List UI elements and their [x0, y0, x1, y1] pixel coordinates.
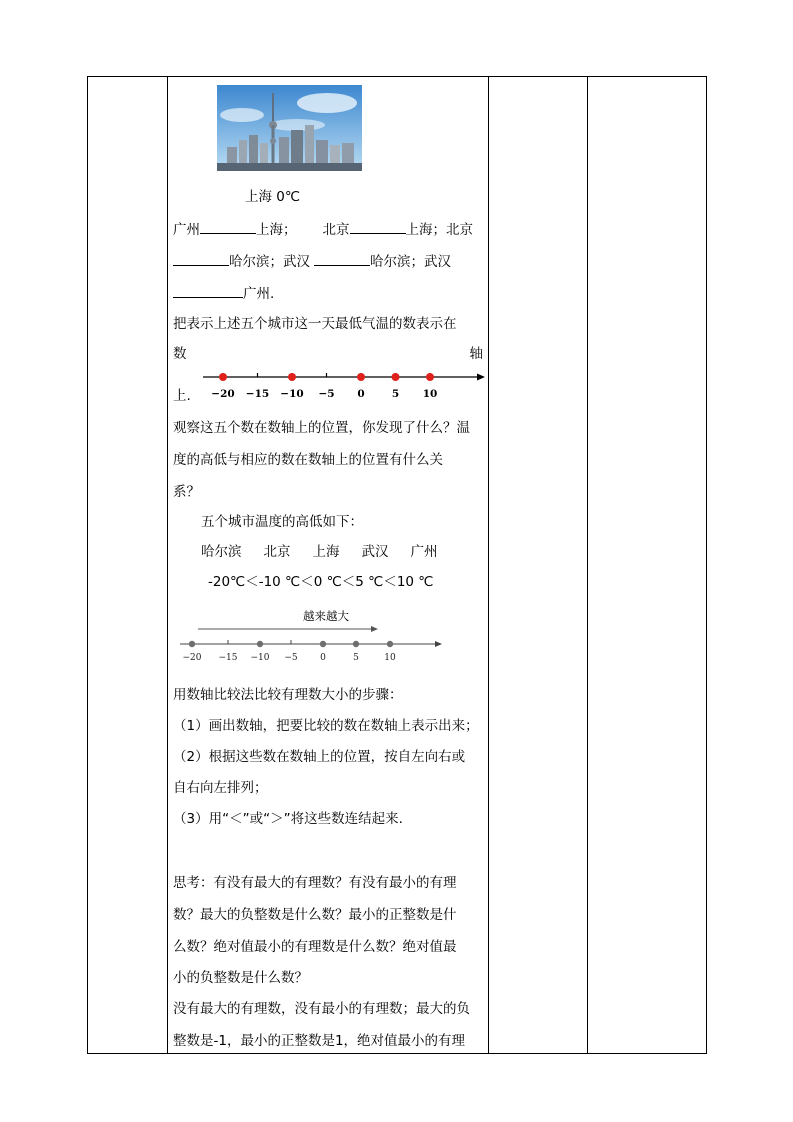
- axis1-tick-label: 0: [357, 388, 365, 400]
- table-col-line: [706, 76, 707, 1054]
- axis2-tick-label: −10: [250, 653, 270, 663]
- axis1-tick-label: −20: [211, 388, 235, 400]
- answer-blank[interactable]: [200, 219, 256, 234]
- axis2-point: [257, 641, 263, 647]
- step-line: 自右向左排列；: [173, 780, 268, 796]
- axis1-point: [392, 373, 400, 381]
- axis2-point: [387, 641, 393, 647]
- image-caption: 上海 0℃: [245, 189, 301, 205]
- fill-in-line-3: [173, 283, 274, 303]
- less-than: ＜: [341, 574, 356, 590]
- axis2-point: [320, 641, 326, 647]
- axis1-tick-label: 5: [391, 388, 400, 400]
- think-line: 思考：有没有最大的有理数？有没有最小的有理: [173, 875, 457, 891]
- answer-blank[interactable]: [173, 283, 243, 298]
- shanghai-skyline-image: [217, 85, 362, 171]
- question-line: 度的高低与相应的数在数轴上的位置有什么关: [173, 452, 443, 468]
- answer-blank[interactable]: [350, 219, 406, 234]
- city-name: 上海: [312, 544, 340, 560]
- axis1-point: [219, 373, 227, 381]
- step-line: （3）用“＜”或“＞”将这些数连结起来.: [173, 811, 403, 827]
- fill-in-line-2: [173, 251, 451, 271]
- think-line: 数？最大的负整数是什么数？最小的正整数是什: [173, 907, 457, 923]
- fill-text: 北京: [322, 222, 350, 238]
- temp-value: 5 ℃: [355, 574, 384, 590]
- city-row: [201, 543, 438, 561]
- step-line: （2）根据这些数在数轴上的位置，按自左向右或: [173, 749, 466, 765]
- task-justified-line: [173, 345, 483, 363]
- fill-text: 哈尔滨；武汉: [370, 254, 451, 270]
- axis2-tick-label: −15: [218, 653, 238, 663]
- city-name: 北京: [263, 544, 291, 560]
- answer-blank[interactable]: [173, 251, 229, 266]
- table-border-bottom: [87, 1053, 707, 1054]
- order-intro: 五个城市温度的高低如下：: [201, 514, 363, 530]
- city-name: 哈尔滨: [201, 544, 242, 560]
- table-col-line: [167, 76, 168, 1054]
- axis2-point: [353, 641, 359, 647]
- table-col-line: [87, 76, 88, 1054]
- think-line: 么数？绝对值最小的有理数是什么数？绝对值最: [173, 939, 457, 955]
- task-tail: 上.: [173, 388, 191, 404]
- temp-value: -10 ℃: [258, 574, 301, 590]
- fill-text: 哈尔滨；武汉: [229, 254, 310, 270]
- task-word: 轴: [469, 346, 483, 362]
- axis1-point: [426, 373, 434, 381]
- axis2-tick-label: 0: [320, 653, 326, 663]
- number-line-2: [178, 608, 448, 666]
- axis2-tick-label: −20: [182, 653, 202, 663]
- axis2-label: 越来越大: [303, 609, 349, 623]
- answer-blank[interactable]: [314, 251, 370, 266]
- table-border-top: [87, 76, 707, 77]
- think-line: 小的负整数是什么数？: [173, 970, 308, 986]
- temp-value: -20℃: [208, 574, 246, 590]
- fill-text: 上海；: [256, 222, 297, 238]
- less-than: ＜: [245, 574, 259, 590]
- task-word: 数: [173, 346, 187, 362]
- city-name: 广州: [410, 544, 438, 560]
- less-than: ＜: [383, 574, 397, 590]
- axis1-point: [357, 373, 365, 381]
- number-line-1: [201, 367, 486, 401]
- step-line: （1）画出数轴，把要比较的数在数轴上表示出来；: [173, 718, 479, 734]
- task-text: 把表示上述五个城市这一天最低气温的数表示在: [173, 316, 457, 332]
- axis1-tick-label: −10: [280, 388, 304, 400]
- temperature-order: [208, 573, 433, 591]
- axis1-tick-label: 10: [422, 388, 438, 400]
- answer-line: 没有最大的有理数，没有最小的有理数；最大的负: [173, 1001, 470, 1017]
- city-name: 武汉: [361, 544, 389, 560]
- answer-line: 整数是-1，最小的正整数是1，绝对值最小的有理: [173, 1033, 466, 1049]
- fill-text: 上海；北京: [405, 222, 473, 238]
- question-line: 观察这五个数在数轴上的位置，你发现了什么？温: [173, 420, 470, 436]
- temp-value: 0 ℃: [313, 574, 342, 590]
- axis1-tick-label: −15: [245, 388, 270, 400]
- fill-in-line-1: [173, 219, 473, 239]
- table-col-line: [488, 76, 489, 1054]
- fill-text: 广州: [173, 222, 200, 238]
- steps-title: 用数轴比较法比较有理数大小的步骤：: [173, 687, 403, 703]
- axis2-tick-label: −5: [284, 653, 298, 663]
- axis1-point: [288, 373, 296, 381]
- less-than: ＜: [300, 574, 314, 590]
- question-line: 系？: [173, 484, 200, 500]
- fill-text: 广州.: [243, 286, 275, 302]
- table-col-line: [587, 76, 588, 1054]
- axis2-tick-label: 5: [353, 653, 359, 663]
- axis2-tick-label: 10: [384, 653, 396, 663]
- temp-value: 10 ℃: [396, 574, 434, 590]
- axis1-tick-label: −5: [318, 388, 335, 400]
- axis2-point: [189, 641, 195, 647]
